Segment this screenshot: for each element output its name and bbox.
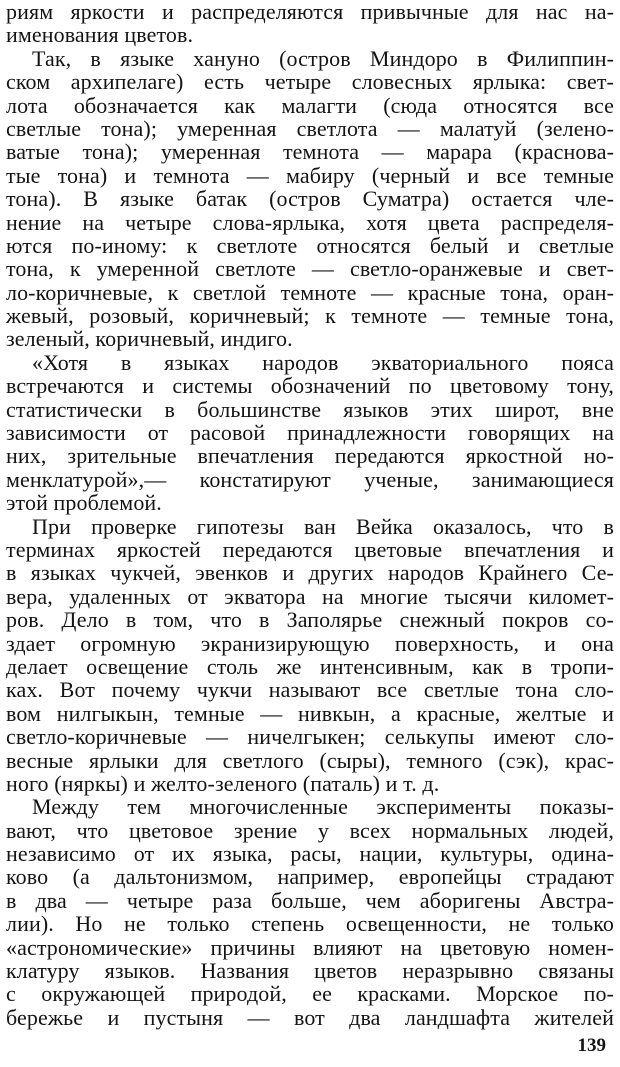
text-line: «Хотя в языках народов экваториального пояса	[32, 349, 614, 375]
text-line: «астрономические» причины влияют на цветовую номен-	[6, 934, 614, 960]
text-line: статистически в большинстве языков этих широт, вне	[6, 396, 614, 422]
text-line: них, зрительные впечатления передаются яркостной но-	[6, 443, 614, 469]
text-line: ло-коричневые, к светлой темноте — красные тона, оран-	[6, 279, 614, 305]
text-line: ров. Дело в том, что в Заполярье снежный покров со-	[6, 607, 614, 633]
text-line: независимо от их языка, расы, нации, культуры, одина-	[6, 841, 614, 867]
text-line: светло-коричневые — ничелгыкен; селькупы имеют сло-	[6, 724, 614, 750]
text-line: ково (а дальтонизмом, например, европейцы страдают	[6, 864, 614, 890]
text-line: ются по-иному: к светлоте относятся белый и светлые	[6, 232, 614, 258]
text-line: лии). Но не только степень освещенности, не только	[6, 911, 614, 937]
text-line: жевый, розовый, коричневый; к темноте — темные тона,	[6, 303, 614, 329]
text-line: Между тем многочисленные эксперименты показы-	[32, 794, 614, 820]
text-line: делает освещение столь же интенсивным, как в тропи-	[6, 653, 614, 679]
text-line: этой проблемой.	[6, 490, 162, 516]
text-line: здает огромную экранизирующую поверхность, и она	[6, 630, 614, 656]
text-line: тона). В языке батак (остров Суматра) остается чле-	[6, 186, 614, 212]
text-line: ках. Вот почему чукчи называют все светлые тона сло-	[6, 677, 614, 703]
text-line: терминах яркостей передаются цветовые впечатления и	[6, 536, 614, 562]
text-line: При проверке гипотезы ван Вейка оказалось, что в	[32, 513, 614, 539]
text-line: тона, к умеренной светлоте — светло-оранжевые и свет-	[6, 256, 614, 282]
text-line: бережье и пустыня — вот два ландшафта жителей	[6, 1004, 614, 1030]
text-line: светлые тона); умеренная светлота — малатуй (зелено-	[6, 115, 614, 141]
page-number: 139	[577, 1035, 606, 1056]
text-line: в языках чукчей, эвенков и других народов Крайнего Се-	[6, 560, 614, 586]
text-line: ватые тона); умеренная темнота — марара (краснова-	[6, 139, 614, 165]
text-line: встречаются и системы обозначений по цветовому тону,	[6, 373, 614, 399]
text-line: нение на четыре слова-ярлыка, хотя цвета распределя-	[6, 209, 614, 235]
text-line: именования цветов.	[6, 22, 194, 48]
text-line: лота обозначается как малагти (сюда относятся все	[6, 92, 614, 118]
text-line: зеленый, коричневый, индиго.	[6, 326, 293, 352]
text-line: ного (няркы) и желто-зеленого (паталь) и т. д.	[6, 770, 440, 796]
text-line: вера, удаленных от экватора на многие тысячи километ-	[6, 583, 614, 609]
text-line: вают, что цветовое зрение у всех нормальных людей,	[6, 817, 614, 843]
text-line: с окружающей природой, ее красками. Морское по-	[6, 981, 614, 1007]
body-text	[6, 0, 614, 1029]
text-line: Так, в языке ханунo (остров Миндоро в Филиппин-	[32, 45, 614, 71]
text-line: весные ярлыки для светлого (сыры), темного (сэк), крас-	[6, 747, 614, 773]
text-line: менклатурой»,— констатируют ученые, занимающиеся	[6, 466, 614, 492]
text-line: риям яркости и распределяются привычные для нас на-	[6, 0, 614, 24]
text-line: клатуру языков. Названия цветов неразрывно связаны	[6, 958, 614, 984]
text-line: в два — четыре раза больше, чем аборигены Австра-	[6, 887, 614, 913]
text-line: зависимости от расовой принадлежности говорящих на	[6, 420, 614, 446]
text-line: тые тона) и темнота — мабиру (черный и все темные	[6, 162, 614, 188]
text-line: вом нилгыкын, темные — нивкын, а красные, желтые и	[6, 700, 614, 726]
text-line: ском архипелаге) есть четыре словесных ярлыка: свет-	[6, 69, 614, 95]
